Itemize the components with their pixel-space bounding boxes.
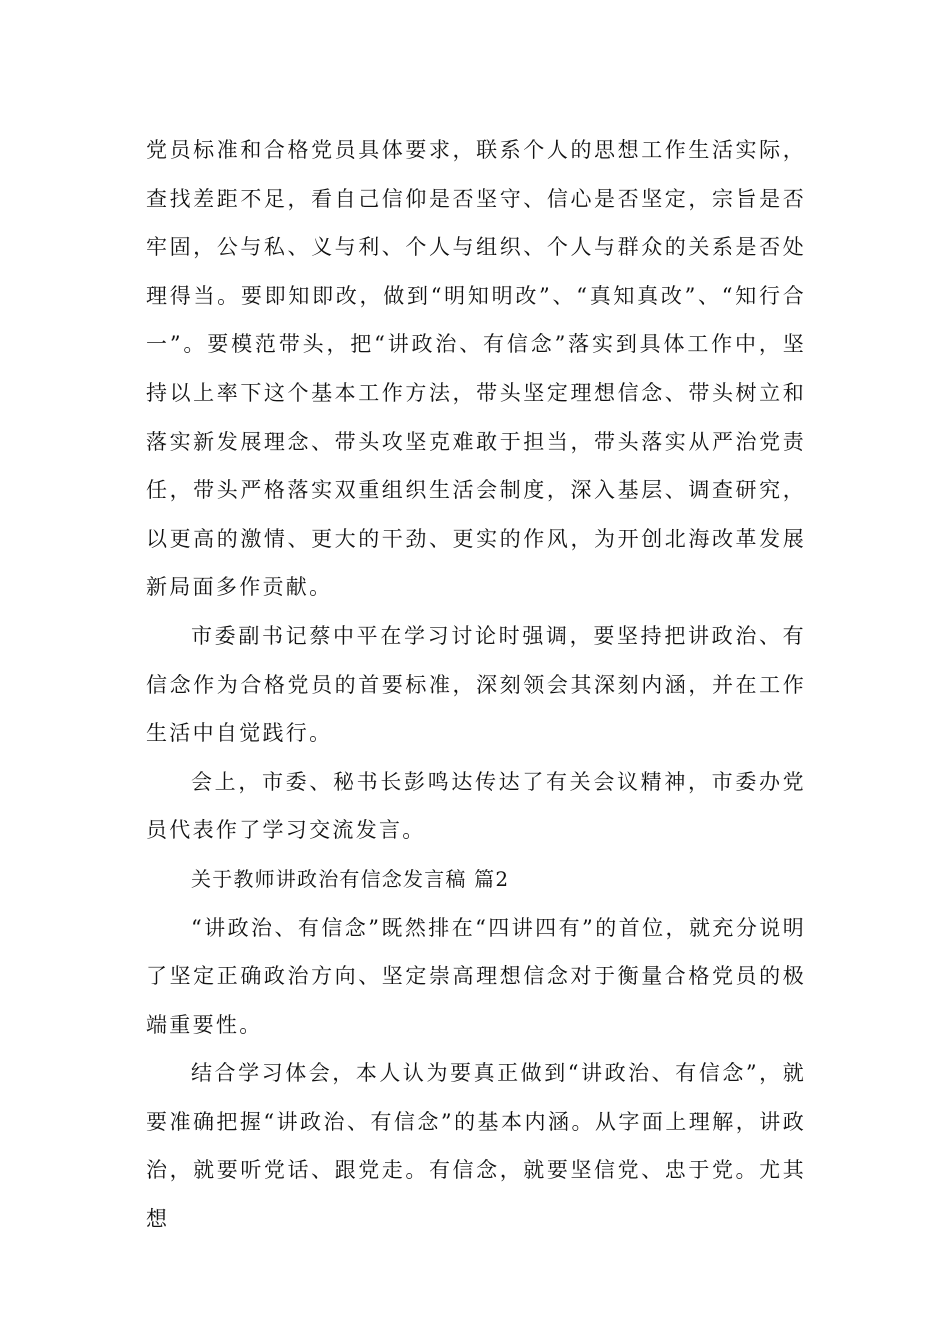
paragraph-deputy-secretary: 市委副书记蔡中平在学习讨论时强调，要坚持把讲政治、有信念作为合格党员的首要标准，深刻领会其深刻内涵，并在工作生活中自觉践行。 xyxy=(146,623,806,746)
paragraph-meeting: 会上，市委、秘书长彭鸣达传达了有关会议精神，市委办党员代表作了学习交流发言。 xyxy=(146,769,806,843)
document-body xyxy=(146,126,806,1244)
paragraph-study-experience: 结合学习体会，本人认为要真正做到“讲政治、有信念”，就要准确把握“讲政治、有信念”的基本内涵。从字面上理解，讲政治，就要听党话、跟党走。有信念，就要坚信党、忠于党。尤其想 xyxy=(146,1061,806,1232)
section-heading: 关于教师讲政治有信念发言稿 篇2 xyxy=(191,866,510,891)
paragraph-four-speeches: “讲政治、有信念”既然排在“四讲四有”的首位，就充分说明了坚定正确政治方向、坚定崇高理想信念对于衡量合格党员的极端重要性。 xyxy=(146,915,806,1037)
paragraph-continuation: 党员标准和合格党员具体要求，联系个人的思想工作生活实际，查找差距不足，看自己信仰是否坚守、信心是否坚定，宗旨是否牢固，公与私、义与利、个人与组织、个人与群众的关系是否处理得当。要即知即改，做到“明知明改”、“真知真改”、“知行合一”。要模范带头，把“讲政治、有信念”落实到具体工作中，坚持以上率下这个基本工作方法，带头坚定理想信念、带头树立和落实新发展理念、带头攻坚克难敢于担当，带头落实从严治党责任，带头严格落实双重组织生活会制度，深入基层、调查研究，以更高的激情、更大的干劲、更实的作风，为开创北海改革发展新局面多作贡献。 xyxy=(146,138,806,600)
